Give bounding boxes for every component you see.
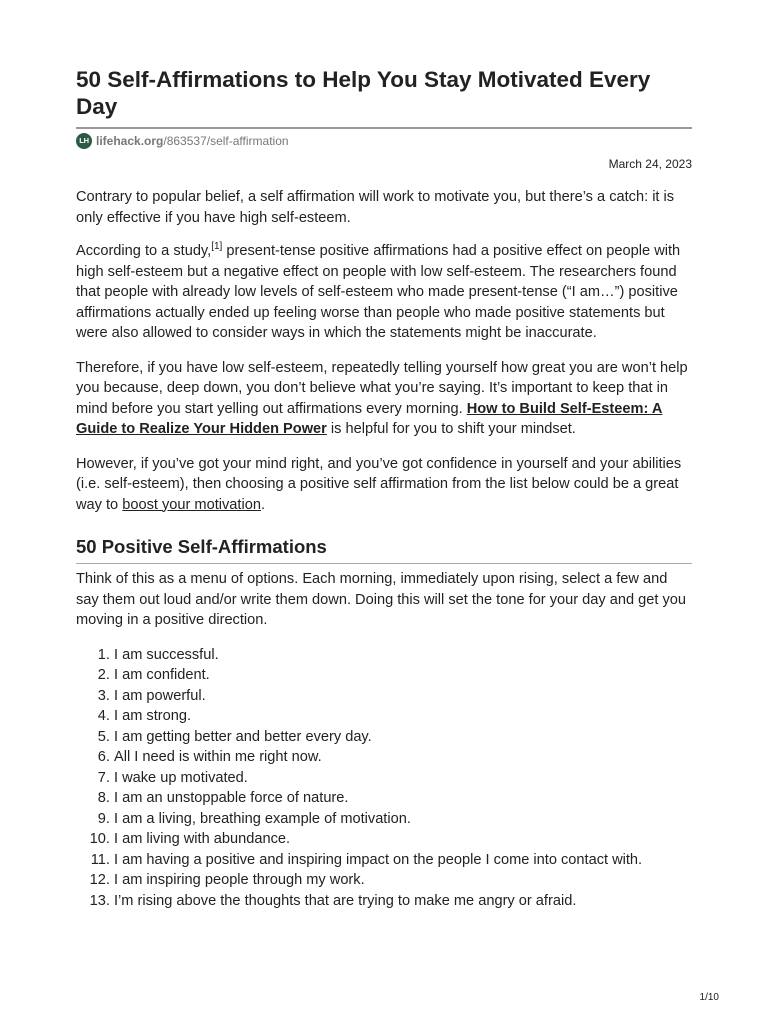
citation-link[interactable]: [1] [211, 241, 223, 252]
paragraph-confidence [76, 454, 692, 516]
paragraph-intro: Contrary to popular belief, a self affirmation will work to motivate you, but there’s a catch: it is only effective if you have high self-esteem. [76, 189, 675, 226]
paragraph-text: . [260, 496, 266, 513]
list-item: 13. I’m rising above the thoughts that are trying to make me angry or afraid. [114, 891, 692, 912]
paragraph-study [76, 241, 692, 344]
section-heading: 50 Positive Self-Affirmations [76, 536, 327, 557]
list-item: 2. I am confident. [114, 665, 692, 686]
list-item: 12. I am inspiring people through my work. [114, 870, 692, 891]
publish-date: March 24, 2023 [608, 157, 692, 171]
page-number: 1/10 [699, 992, 719, 1003]
list-item: 8. I am an unstoppable force of nature. [114, 788, 692, 809]
self-esteem-guide-link[interactable]: How to Build Self-Esteem: A Guide to Realize Your Hidden Power [76, 400, 663, 437]
page-title: 50 Self-Affirmations to Help You Stay Motivated Every Day [76, 67, 651, 119]
article [76, 66, 692, 911]
paragraph-menu: Think of this as a menu of options. Each morning, immediately upon rising, select a few and say them out loud and/or write them down. Doing this will set the tone for your day and get you moving in a positive direction. [76, 571, 687, 628]
list-item: 6. All I need is within me right now. [114, 747, 692, 768]
source-path: /863537/self-affirmation [163, 134, 289, 148]
list-item: 11. I am having a positive and inspiring impact on the people I come into contact with. [114, 850, 692, 871]
list-item: 3. I am powerful. [114, 686, 692, 707]
boost-motivation-link[interactable]: boost your motivation [122, 496, 261, 513]
list-item: 7. I wake up motivated. [114, 768, 692, 789]
list-item: 10. I am living with abundance. [114, 829, 692, 850]
paragraph-text: According to a study, [76, 243, 212, 259]
paragraph-low-self-esteem [76, 358, 692, 440]
source-link[interactable] [96, 134, 289, 148]
paragraph-text: Therefore, if you have low self-esteem, repeatedly telling yourself how great you are won’t help you because, deep down, you don’t believe what you’re saying. It’s important to keep that in mind before you start yelling out affirmations every morning. [76, 359, 688, 417]
paragraph-text: However, if you’ve got your mind right, and you’ve got confidence in yourself and your abilities (i.e. self-esteem), then choosing a positive self affirmation from the list below could be a great way to [76, 455, 682, 513]
list-item: 9. I am a living, breathing example of motivation. [114, 809, 692, 830]
site-favicon-icon: LH [76, 133, 92, 149]
section-divider [76, 563, 692, 564]
list-item: 1. I am successful. [114, 645, 692, 666]
list-item: 5. I am getting better and better every day. [114, 727, 692, 748]
paragraph-text: is helpful for you to shift your mindset. [326, 421, 576, 437]
title-divider [76, 127, 692, 129]
source-domain: lifehack.org [96, 134, 164, 148]
affirmations-list [76, 645, 692, 912]
list-item: 4. I am strong. [114, 706, 692, 727]
source-line [76, 133, 692, 149]
paragraph-text: present-tense positive affirmations had a positive effect on people with high self-esteem but a negative effect on people with low self-esteem. The researchers found that people with already low levels of self-esteem who made present-tense (“I am…”) positive affirmations actually ended up feeling worse than people who made positive statements but were also allowed to consider ways in which the statements might be inaccurate. [76, 243, 681, 341]
